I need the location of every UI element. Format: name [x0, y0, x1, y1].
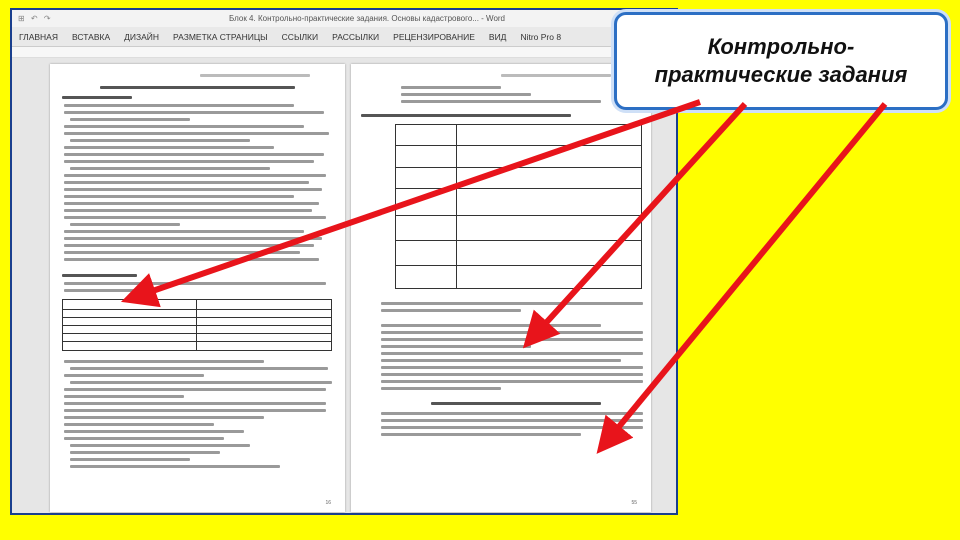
arrow-to-table-task [535, 104, 745, 335]
quick-access-toolbar[interactable]: ⊞ ↶ ↷ [18, 14, 53, 23]
tab-design[interactable]: ДИЗАЙН [124, 31, 160, 42]
tab-mailings[interactable]: РАССЫЛКИ [332, 31, 380, 42]
callout-title-line2: практические задания [654, 62, 908, 87]
callout-title-line1: Контрольно- [707, 34, 855, 59]
tab-references[interactable]: ССЫЛКИ [281, 31, 319, 42]
tab-page-layout[interactable]: РАЗМЕТКА СТРАНИЦЫ [173, 31, 268, 42]
page-number-right: 55 [631, 500, 637, 506]
window-title: Блок 4. Контрольно-практические задания. Основы кадастрового... - Word [228, 14, 506, 23]
tab-review[interactable]: РЕЦЕНЗИРОВАНИЕ [393, 31, 475, 42]
tab-home[interactable]: ГЛАВНАЯ [19, 31, 58, 42]
tab-nitro[interactable]: Nitro Pro 8 [520, 31, 562, 42]
arrow-to-practical-tasks [138, 102, 700, 296]
tab-view[interactable]: ВИД [488, 31, 507, 42]
arrow-to-self-study-section [608, 104, 885, 440]
tab-insert[interactable]: ВСТАВКА [72, 31, 111, 42]
page-number-left: 16 [325, 500, 331, 506]
